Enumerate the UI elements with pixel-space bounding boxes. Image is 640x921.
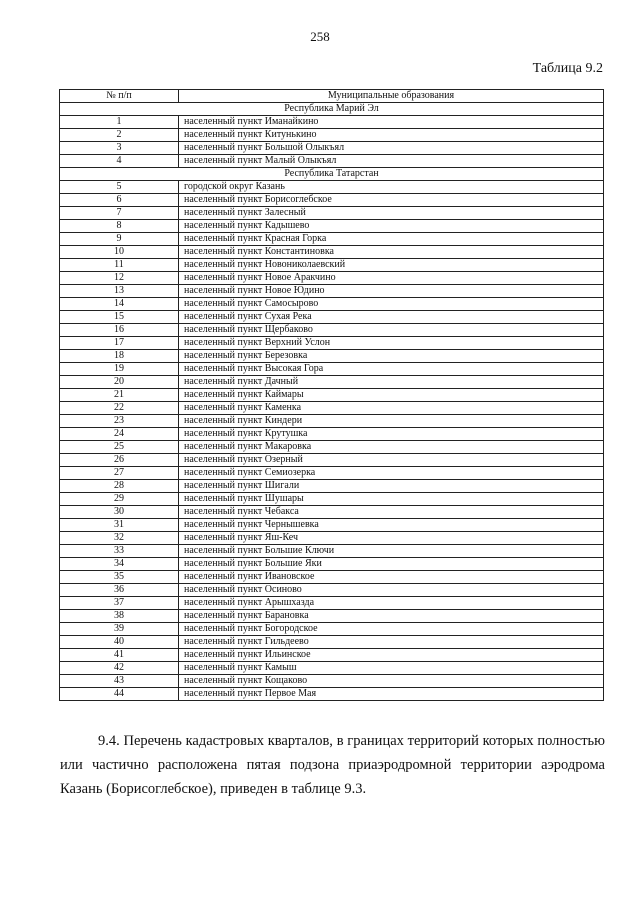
table-caption: Таблица 9.2 <box>532 61 603 76</box>
table-row <box>60 428 604 441</box>
table-row <box>60 337 604 350</box>
municipality-name: населенный пункт Большие Ключи <box>179 545 604 558</box>
municipality-name: населенный пункт Кадышево <box>179 220 604 233</box>
table-row <box>60 389 604 402</box>
table-row <box>60 480 604 493</box>
table-row <box>60 402 604 415</box>
table-row <box>60 675 604 688</box>
municipality-name: населенный пункт Первое Мая <box>179 688 604 701</box>
row-number: 9 <box>60 233 179 246</box>
region-row <box>60 103 604 116</box>
row-number: 37 <box>60 597 179 610</box>
row-number: 19 <box>60 363 179 376</box>
row-number: 11 <box>60 259 179 272</box>
row-number: 31 <box>60 519 179 532</box>
municipality-name: населенный пункт Богородское <box>179 623 604 636</box>
municipality-name: населенный пункт Ивановское <box>179 571 604 584</box>
table-row <box>60 545 604 558</box>
municipality-name: населенный пункт Щербаково <box>179 324 604 337</box>
row-number: 38 <box>60 610 179 623</box>
row-number: 30 <box>60 506 179 519</box>
municipality-name: населенный пункт Новониколаевский <box>179 259 604 272</box>
paragraph-9-4 <box>60 729 605 801</box>
municipality-name: населенный пункт Березовка <box>179 350 604 363</box>
row-number: 21 <box>60 389 179 402</box>
municipality-name: населенный пункт Кощаково <box>179 675 604 688</box>
column-header-number: № п/п <box>60 90 179 103</box>
table-row <box>60 129 604 142</box>
municipality-name: населенный пункт Гильдеево <box>179 636 604 649</box>
municipality-name: населенный пункт Большой Олыкъял <box>179 142 604 155</box>
row-number: 13 <box>60 285 179 298</box>
row-number: 40 <box>60 636 179 649</box>
municipality-name: населенный пункт Сухая Река <box>179 311 604 324</box>
row-number: 42 <box>60 662 179 675</box>
municipality-name: населенный пункт Шигали <box>179 480 604 493</box>
row-number: 35 <box>60 571 179 584</box>
municipality-name: населенный пункт Большие Яки <box>179 558 604 571</box>
municipality-name: населенный пункт Чернышевка <box>179 519 604 532</box>
row-number: 16 <box>60 324 179 337</box>
municipality-name: населенный пункт Константиновка <box>179 246 604 259</box>
municipality-name: населенный пункт Борисоглебское <box>179 194 604 207</box>
row-number: 29 <box>60 493 179 506</box>
table-row <box>60 597 604 610</box>
region-row <box>60 168 604 181</box>
municipality-name: населенный пункт Новое Аракчино <box>179 272 604 285</box>
table-row <box>60 519 604 532</box>
municipality-name: населенный пункт Барановка <box>179 610 604 623</box>
row-number: 12 <box>60 272 179 285</box>
table-row <box>60 584 604 597</box>
region-name: Республика Татарстан <box>60 168 604 181</box>
column-header-municipalities: Муниципальные образования <box>179 90 604 103</box>
row-number: 32 <box>60 532 179 545</box>
row-number: 4 <box>60 155 179 168</box>
municipality-name: населенный пункт Каймары <box>179 389 604 402</box>
table-row <box>60 259 604 272</box>
row-number: 8 <box>60 220 179 233</box>
table-row <box>60 688 604 701</box>
municipality-name: населенный пункт Арышхазда <box>179 597 604 610</box>
paragraph-text: 9.4. Перечень кадастровых кварталов, в границах территорий которых полностью или частично расположена пятая подзона приаэродромной территории аэродрома Казань (Борисоглебское), приведен в таблице 9.3. <box>60 733 605 797</box>
region-name: Республика Марий Эл <box>60 103 604 116</box>
table-row <box>60 155 604 168</box>
municipality-name: населенный пункт Осиново <box>179 584 604 597</box>
row-number: 24 <box>60 428 179 441</box>
municipality-name: населенный пункт Макаровка <box>179 441 604 454</box>
table-row <box>60 623 604 636</box>
table-row <box>60 233 604 246</box>
municipality-name: населенный пункт Киндери <box>179 415 604 428</box>
row-number: 26 <box>60 454 179 467</box>
table-row <box>60 116 604 129</box>
municipality-name: населенный пункт Семиозерка <box>179 467 604 480</box>
table-row <box>60 506 604 519</box>
table-row <box>60 272 604 285</box>
table-row <box>60 610 604 623</box>
municipality-name: населенный пункт Чебакса <box>179 506 604 519</box>
row-number: 27 <box>60 467 179 480</box>
row-number: 20 <box>60 376 179 389</box>
row-number: 41 <box>60 649 179 662</box>
table-row <box>60 662 604 675</box>
row-number: 1 <box>60 116 179 129</box>
municipality-name: населенный пункт Каменка <box>179 402 604 415</box>
municipality-name: населенный пункт Новое Юдино <box>179 285 604 298</box>
municipality-name: населенный пункт Верхний Услон <box>179 337 604 350</box>
municipality-name: населенный пункт Китунькино <box>179 129 604 142</box>
table-row <box>60 324 604 337</box>
row-number: 6 <box>60 194 179 207</box>
table-row <box>60 493 604 506</box>
table-row <box>60 246 604 259</box>
municipality-name: населенный пункт Яш-Кеч <box>179 532 604 545</box>
table-row <box>60 571 604 584</box>
table-header-row <box>60 90 604 103</box>
table-row <box>60 194 604 207</box>
table-row <box>60 441 604 454</box>
row-number: 18 <box>60 350 179 363</box>
table-row <box>60 415 604 428</box>
row-number: 15 <box>60 311 179 324</box>
row-number: 33 <box>60 545 179 558</box>
municipality-name: населенный пункт Шушары <box>179 493 604 506</box>
row-number: 3 <box>60 142 179 155</box>
row-number: 22 <box>60 402 179 415</box>
municipality-name: населенный пункт Иманайкино <box>179 116 604 129</box>
table-row <box>60 181 604 194</box>
row-number: 34 <box>60 558 179 571</box>
row-number: 43 <box>60 675 179 688</box>
municipality-name: населенный пункт Высокая Гора <box>179 363 604 376</box>
row-number: 5 <box>60 181 179 194</box>
table-row <box>60 558 604 571</box>
municipality-name: населенный пункт Крутушка <box>179 428 604 441</box>
table-row <box>60 142 604 155</box>
page-number: 258 <box>310 29 330 44</box>
table-row <box>60 207 604 220</box>
municipality-name: населенный пункт Ильинское <box>179 649 604 662</box>
row-number: 7 <box>60 207 179 220</box>
table-row <box>60 649 604 662</box>
table-row <box>60 220 604 233</box>
table-row <box>60 636 604 649</box>
table-row <box>60 532 604 545</box>
table-row <box>60 298 604 311</box>
municipality-name: населенный пункт Дачный <box>179 376 604 389</box>
municipality-name: населенный пункт Озерный <box>179 454 604 467</box>
row-number: 28 <box>60 480 179 493</box>
row-number: 25 <box>60 441 179 454</box>
row-number: 39 <box>60 623 179 636</box>
table-row <box>60 467 604 480</box>
row-number: 2 <box>60 129 179 142</box>
municipality-name: населенный пункт Залесный <box>179 207 604 220</box>
municipality-name: населенный пункт Красная Горка <box>179 233 604 246</box>
municipalities-table <box>59 89 604 701</box>
row-number: 44 <box>60 688 179 701</box>
municipality-name: городской округ Казань <box>179 181 604 194</box>
municipality-name: населенный пункт Малый Олыкъял <box>179 155 604 168</box>
table-row <box>60 350 604 363</box>
table-row <box>60 363 604 376</box>
table-row <box>60 311 604 324</box>
table-row <box>60 376 604 389</box>
table-body <box>60 103 604 701</box>
row-number: 36 <box>60 584 179 597</box>
municipality-name: населенный пункт Самосырово <box>179 298 604 311</box>
municipality-name: населенный пункт Камыш <box>179 662 604 675</box>
table-row <box>60 285 604 298</box>
row-number: 14 <box>60 298 179 311</box>
row-number: 10 <box>60 246 179 259</box>
table-row <box>60 454 604 467</box>
row-number: 17 <box>60 337 179 350</box>
row-number: 23 <box>60 415 179 428</box>
